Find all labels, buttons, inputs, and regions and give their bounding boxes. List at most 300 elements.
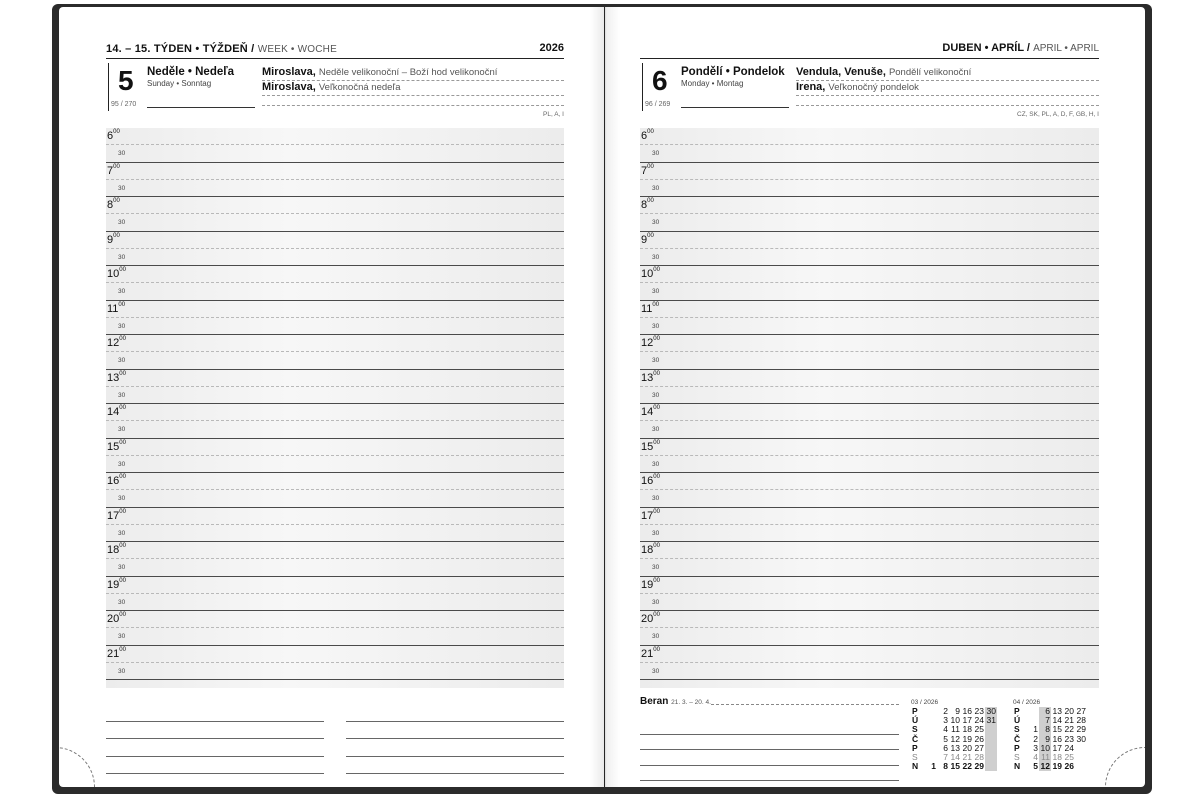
hour-minutes: 00 xyxy=(653,612,660,618)
hour-minutes: 00 xyxy=(653,646,660,653)
half-hour-slot[interactable] xyxy=(106,663,564,680)
note-line[interactable] xyxy=(346,704,564,722)
half-hour-slot[interactable] xyxy=(640,180,1099,197)
calendar-day: 25 xyxy=(1064,752,1074,763)
half-hour-label: 30 xyxy=(652,322,660,330)
half-hour-label: 30 xyxy=(118,357,126,365)
half-hour-slot[interactable] xyxy=(106,318,564,335)
month-label: DUBEN • APRÍL / xyxy=(942,42,1030,54)
calendar-day: 24 xyxy=(1064,742,1074,753)
calendar-day: 14 xyxy=(950,752,960,763)
hour-label xyxy=(641,130,654,142)
calendar-day: 29 xyxy=(974,761,984,772)
mini-calendar-caption: 04 / 2026 xyxy=(1013,699,1041,706)
half-hour-label: 30 xyxy=(652,357,660,365)
hour-label xyxy=(641,165,654,177)
calendar-day: 12 xyxy=(950,733,960,744)
hour-number: 21 xyxy=(641,647,654,660)
hour-slot[interactable] xyxy=(106,508,564,525)
mini-calendar-week-row xyxy=(1013,707,1087,716)
calendar-day: 23 xyxy=(974,706,984,716)
note-line[interactable] xyxy=(346,757,564,775)
name-day-blank xyxy=(796,96,1099,106)
hour-minutes: 00 xyxy=(647,198,654,204)
calendar-day xyxy=(985,753,997,762)
half-hour-label: 30 xyxy=(118,598,126,606)
note-line[interactable] xyxy=(346,739,564,757)
half-hour-label: 30 xyxy=(118,495,126,503)
name-day-name: Irena, xyxy=(796,81,826,93)
calendar-day: 10 xyxy=(950,715,960,726)
hour-minutes: 00 xyxy=(119,543,126,549)
calendar-day: 22 xyxy=(1064,724,1074,735)
half-hour-slot[interactable] xyxy=(640,490,1099,507)
hour-label xyxy=(107,234,120,246)
weekday-letter: S xyxy=(912,752,918,763)
hour-number: 14 xyxy=(641,406,654,418)
name-day-row xyxy=(796,66,1099,81)
hour-slot[interactable] xyxy=(106,611,564,628)
hour-label xyxy=(107,613,126,625)
calendar-day: 7 xyxy=(943,752,948,763)
hour-number: 19 xyxy=(641,578,654,591)
hour-minutes: 00 xyxy=(653,267,660,273)
hour-label xyxy=(641,510,660,522)
calendar-day: 11 xyxy=(951,724,960,735)
hour-label xyxy=(107,579,126,591)
calendar-day: 15 xyxy=(950,761,960,772)
hour-label xyxy=(641,234,654,246)
calendar-day xyxy=(925,725,937,734)
day-name-en: Monday • Montag xyxy=(681,79,744,88)
calendar-day: 16 xyxy=(1052,733,1062,744)
hour-number: 19 xyxy=(107,578,120,591)
calendar-day: 17 xyxy=(1052,742,1062,753)
notes-lines-right[interactable] xyxy=(346,704,564,774)
hour-minutes: 00 xyxy=(119,336,126,342)
half-hour-label: 30 xyxy=(652,391,660,399)
half-hour-slot[interactable] xyxy=(640,525,1099,542)
half-hour-slot[interactable] xyxy=(106,490,564,507)
calendar-day xyxy=(925,744,937,753)
half-hour-label: 30 xyxy=(118,288,126,296)
calendar-day: 25 xyxy=(974,724,984,735)
hour-number: 14 xyxy=(107,406,120,418)
half-hour-label: 30 xyxy=(652,529,660,537)
calendar-day: 2 xyxy=(1033,733,1038,744)
calendar-day: 26 xyxy=(974,733,984,744)
note-line[interactable] xyxy=(640,719,899,735)
hour-slot[interactable] xyxy=(640,439,1099,456)
hour-slot[interactable] xyxy=(106,266,564,283)
hourly-schedule[interactable] xyxy=(106,128,564,688)
zodiac-sign xyxy=(640,696,711,707)
hour-slot[interactable] xyxy=(640,163,1099,180)
zodiac-line xyxy=(711,704,899,705)
calendar-day: 28 xyxy=(1076,715,1086,726)
hour-slot[interactable] xyxy=(640,128,1099,145)
hour-label xyxy=(641,199,654,211)
calendar-day: 22 xyxy=(962,761,972,772)
half-hour-slot[interactable] xyxy=(640,594,1099,611)
note-line[interactable] xyxy=(106,722,324,740)
note-line[interactable] xyxy=(346,722,564,740)
hour-slot[interactable] xyxy=(106,163,564,180)
day-name-cz: Pondělí • Pondelok xyxy=(681,66,785,78)
calendar-day xyxy=(925,716,937,725)
day-name-en: Sunday • Sonntag xyxy=(147,79,212,88)
half-hour-label: 30 xyxy=(652,633,660,641)
hour-slot[interactable] xyxy=(640,646,1099,663)
hour-slot[interactable] xyxy=(640,266,1099,283)
hour-number: 15 xyxy=(107,440,120,453)
half-hour-label: 30 xyxy=(652,460,660,468)
half-hour-slot[interactable] xyxy=(106,525,564,542)
hour-slot[interactable] xyxy=(640,473,1099,490)
hour-slot[interactable] xyxy=(640,508,1099,525)
weekday-letter: P xyxy=(1014,742,1020,753)
hour-slot[interactable] xyxy=(640,542,1099,559)
weekday-letter: Ú xyxy=(1014,715,1021,726)
calendar-day xyxy=(925,735,937,744)
hour-label xyxy=(107,165,120,177)
hour-label xyxy=(641,406,660,418)
half-hour-slot[interactable] xyxy=(640,283,1099,300)
calendar-day xyxy=(925,707,937,716)
calendar-day: 1 xyxy=(1033,724,1038,735)
mini-calendar-week-row xyxy=(1013,725,1087,734)
mini-calendar-march xyxy=(911,699,997,771)
hour-minutes: 00 xyxy=(647,163,654,170)
half-hour-slot[interactable] xyxy=(106,180,564,197)
hour-number: 7 xyxy=(641,164,648,177)
calendar-day: 27 xyxy=(974,742,984,753)
calendar-day: 5 xyxy=(1033,761,1038,772)
calendar-day: 18 xyxy=(1052,752,1062,763)
hour-slot[interactable] xyxy=(106,197,564,214)
hour-label xyxy=(641,303,659,315)
hour-label xyxy=(641,648,660,660)
corner-cut-line xyxy=(1105,747,1145,787)
hour-number: 12 xyxy=(641,337,654,349)
hour-label xyxy=(107,510,126,522)
calendar-day: 10 xyxy=(1040,742,1050,753)
calendar-day: 12 xyxy=(1040,761,1050,772)
corner-cut-line xyxy=(59,747,95,787)
calendar-day: 19 xyxy=(962,733,972,744)
name-days xyxy=(262,66,564,106)
calendar-day: 1 xyxy=(931,761,936,772)
hour-minutes: 00 xyxy=(113,163,120,170)
hour-label xyxy=(641,372,660,384)
half-hour-label: 30 xyxy=(118,253,126,261)
holiday-label: Veľkonočná nedeľa xyxy=(318,82,401,93)
half-hour-label: 30 xyxy=(118,391,126,399)
half-hour-label: 30 xyxy=(652,564,660,572)
day-name xyxy=(147,66,255,108)
right-page xyxy=(605,7,1145,787)
calendar-day: 9 xyxy=(955,706,960,716)
calendar-day: 13 xyxy=(1052,706,1062,716)
hour-slot[interactable] xyxy=(106,232,564,249)
hour-slot[interactable] xyxy=(106,473,564,490)
weekday-letter: Č xyxy=(912,733,919,744)
name-day-row xyxy=(262,66,564,81)
calendar-day xyxy=(1075,744,1087,753)
hour-slot[interactable] xyxy=(106,370,564,387)
calendar-day: 31 xyxy=(986,715,996,726)
calendar-day: 7 xyxy=(1039,716,1051,725)
hour-minutes: 00 xyxy=(647,232,654,239)
hour-number: 13 xyxy=(641,371,654,384)
calendar-day: 11 xyxy=(1039,753,1051,762)
half-hour-slot[interactable] xyxy=(640,421,1099,438)
hour-number: 11 xyxy=(107,302,119,315)
calendar-day: 16 xyxy=(962,706,972,716)
half-hour-slot[interactable] xyxy=(640,214,1099,231)
week-sub-label: WEEK • WOCHE xyxy=(257,44,337,55)
hour-minutes: 00 xyxy=(113,198,120,204)
hour-number: 9 xyxy=(641,233,648,246)
calendar-day: 4 xyxy=(1033,752,1038,763)
half-hour-slot[interactable] xyxy=(106,214,564,231)
hour-minutes: 00 xyxy=(119,474,126,480)
mini-calendar-april xyxy=(1013,699,1087,771)
day-block xyxy=(106,63,564,111)
hour-number: 10 xyxy=(107,268,120,280)
calendar-day: 9 xyxy=(1039,735,1051,744)
half-hour-slot[interactable] xyxy=(106,352,564,369)
hour-slot[interactable] xyxy=(106,542,564,559)
hour-number: 9 xyxy=(107,233,114,246)
hour-number: 18 xyxy=(641,544,654,556)
calendar-day: 6 xyxy=(1039,707,1051,716)
half-hour-slot[interactable] xyxy=(106,283,564,300)
calendar-day: 14 xyxy=(1052,715,1062,726)
calendar-day: 23 xyxy=(1064,733,1074,744)
hour-label xyxy=(641,613,660,625)
calendar-day: 3 xyxy=(1033,742,1038,753)
half-hour-slot[interactable] xyxy=(640,456,1099,473)
hour-minutes: 00 xyxy=(118,301,126,308)
hour-slot[interactable] xyxy=(640,370,1099,387)
half-hour-slot[interactable] xyxy=(640,559,1099,576)
holiday-countries: PL, A, I xyxy=(543,111,564,118)
day-number-box xyxy=(642,63,682,111)
year-label: 2026 xyxy=(539,42,564,54)
hour-label xyxy=(107,268,126,280)
hour-slot[interactable] xyxy=(640,404,1099,421)
weekday-letter: S xyxy=(1014,752,1020,763)
hour-minutes: 00 xyxy=(653,474,660,480)
hour-slot[interactable] xyxy=(106,128,564,145)
left-page xyxy=(59,7,604,787)
half-hour-slot[interactable] xyxy=(106,421,564,438)
notes-lines-left[interactable] xyxy=(106,704,324,774)
hour-number: 15 xyxy=(641,440,654,453)
hour-label xyxy=(641,268,660,280)
half-hour-label: 30 xyxy=(652,184,660,192)
hour-label xyxy=(107,441,126,453)
half-hour-slot[interactable] xyxy=(106,628,564,645)
hour-slot[interactable] xyxy=(106,404,564,421)
hour-number: 17 xyxy=(107,509,120,522)
hour-slot[interactable] xyxy=(640,611,1099,628)
hour-number: 6 xyxy=(107,130,114,142)
day-number-box xyxy=(108,63,148,111)
name-day-name: Miroslava, xyxy=(262,66,316,78)
weekday-letter: P xyxy=(912,706,918,716)
hour-minutes: 00 xyxy=(647,129,654,135)
calendar-day: 8 xyxy=(1039,725,1051,734)
notes-lines[interactable] xyxy=(640,719,899,781)
note-line[interactable] xyxy=(640,750,899,766)
weekday-letter: N xyxy=(1014,761,1021,772)
hour-label xyxy=(107,337,126,349)
holiday-label: Pondělí velikonoční xyxy=(888,67,972,78)
half-hour-slot[interactable] xyxy=(640,387,1099,404)
hour-number: 13 xyxy=(107,371,120,384)
hour-minutes: 00 xyxy=(119,267,126,273)
hour-minutes: 00 xyxy=(113,232,120,239)
weekday-letter: Č xyxy=(1014,733,1021,744)
day-name xyxy=(681,66,789,108)
month-sub-label: APRIL • APRIL xyxy=(1033,43,1099,54)
half-hour-label: 30 xyxy=(652,598,660,606)
half-hour-slot[interactable] xyxy=(106,559,564,576)
mini-calendar-week-row xyxy=(1013,744,1087,753)
weekday-letter: P xyxy=(1014,706,1020,716)
mini-calendar-week-row xyxy=(1013,716,1087,725)
hour-slot[interactable] xyxy=(106,577,564,594)
calendar-day xyxy=(985,744,997,753)
name-day-name: Vendula, Venuše, xyxy=(796,66,886,78)
calendar-day xyxy=(985,735,997,744)
hour-minutes: 00 xyxy=(119,577,126,584)
calendar-day xyxy=(1075,753,1087,762)
day-block xyxy=(640,63,1099,111)
half-hour-label: 30 xyxy=(652,667,660,675)
half-hour-label: 30 xyxy=(652,288,660,296)
mini-calendar-week-row xyxy=(911,762,997,771)
calendar-day: 17 xyxy=(962,715,972,726)
hour-number: 10 xyxy=(641,268,654,280)
hour-slot[interactable] xyxy=(640,301,1099,318)
hour-minutes: 00 xyxy=(653,336,660,342)
hour-number: 6 xyxy=(641,130,648,142)
calendar-day xyxy=(985,762,997,771)
half-hour-label: 30 xyxy=(118,184,126,192)
week-label: 14. – 15. TÝDEN • TÝŽDEŇ / xyxy=(106,43,255,55)
hour-number: 7 xyxy=(107,164,114,177)
hour-slot[interactable] xyxy=(640,197,1099,214)
calendar-day: 3 xyxy=(943,715,948,726)
calendar-day: 29 xyxy=(1076,724,1086,735)
calendar-day: 20 xyxy=(1064,706,1074,716)
calendar-day: 6 xyxy=(943,742,948,753)
half-hour-slot[interactable] xyxy=(106,145,564,162)
hour-number: 8 xyxy=(107,199,114,211)
note-line[interactable] xyxy=(106,739,324,757)
mini-calendar-grid xyxy=(911,707,997,771)
note-line[interactable] xyxy=(106,704,324,722)
hour-slot[interactable] xyxy=(106,301,564,318)
half-hour-slot[interactable] xyxy=(106,387,564,404)
hour-minutes: 00 xyxy=(653,439,660,446)
hour-label xyxy=(107,199,120,211)
hour-label xyxy=(107,544,126,556)
hour-label xyxy=(641,579,660,591)
half-hour-label: 30 xyxy=(652,495,660,503)
hour-label xyxy=(107,130,120,142)
half-hour-label: 30 xyxy=(652,150,660,158)
weekday-letter: N xyxy=(912,761,919,772)
name-day-name: Miroslava, xyxy=(262,81,316,93)
hour-slot[interactable] xyxy=(640,577,1099,594)
hour-slot[interactable] xyxy=(640,335,1099,352)
half-hour-slot[interactable] xyxy=(640,145,1099,162)
half-hour-slot[interactable] xyxy=(640,352,1099,369)
hour-slot[interactable] xyxy=(106,646,564,663)
half-hour-label: 30 xyxy=(118,150,126,158)
hour-minutes: 00 xyxy=(119,508,126,515)
weekday-letter: S xyxy=(912,724,918,735)
half-hour-slot[interactable] xyxy=(640,318,1099,335)
note-line[interactable] xyxy=(640,735,899,751)
calendar-day: 24 xyxy=(974,715,984,726)
half-hour-slot[interactable] xyxy=(106,456,564,473)
hour-minutes: 00 xyxy=(653,577,660,584)
hour-number: 12 xyxy=(107,337,120,349)
weekday-letter: P xyxy=(912,742,918,753)
hour-slot[interactable] xyxy=(640,232,1099,249)
hour-slot[interactable] xyxy=(106,335,564,352)
hour-minutes: 00 xyxy=(119,646,126,653)
hour-label xyxy=(107,372,126,384)
half-hour-slot[interactable] xyxy=(640,628,1099,645)
hour-label xyxy=(107,648,126,660)
calendar-day: 21 xyxy=(1064,715,1074,726)
hour-number: 20 xyxy=(107,613,120,625)
half-hour-slot[interactable] xyxy=(640,663,1099,680)
half-hour-slot[interactable] xyxy=(106,249,564,266)
hour-minutes: 00 xyxy=(653,543,660,549)
hourly-schedule[interactable] xyxy=(640,128,1099,688)
hour-number: 18 xyxy=(107,544,120,556)
hour-minutes: 00 xyxy=(653,508,660,515)
hour-label xyxy=(641,441,660,453)
hour-number: 11 xyxy=(641,302,653,315)
holiday-countries: CZ, SK, PL, A, D, F, GB, H, I xyxy=(1017,111,1099,118)
hour-slot[interactable] xyxy=(106,439,564,456)
calendar-day xyxy=(985,725,997,734)
hour-number: 17 xyxy=(641,509,654,522)
half-hour-label: 30 xyxy=(118,529,126,537)
note-line[interactable] xyxy=(106,757,324,775)
half-hour-label: 30 xyxy=(118,633,126,641)
calendar-day: 13 xyxy=(950,742,960,753)
hour-minutes: 00 xyxy=(653,370,660,377)
note-line[interactable] xyxy=(640,766,899,782)
hour-label xyxy=(107,303,125,315)
half-hour-label: 30 xyxy=(118,667,126,675)
half-hour-slot[interactable] xyxy=(640,249,1099,266)
half-hour-label: 30 xyxy=(652,426,660,434)
half-hour-slot[interactable] xyxy=(106,594,564,611)
calendar-day xyxy=(1027,707,1039,716)
holiday-label: Neděle velikonoční – Boží hod velikonoční xyxy=(318,67,498,78)
hour-minutes: 00 xyxy=(119,370,126,377)
